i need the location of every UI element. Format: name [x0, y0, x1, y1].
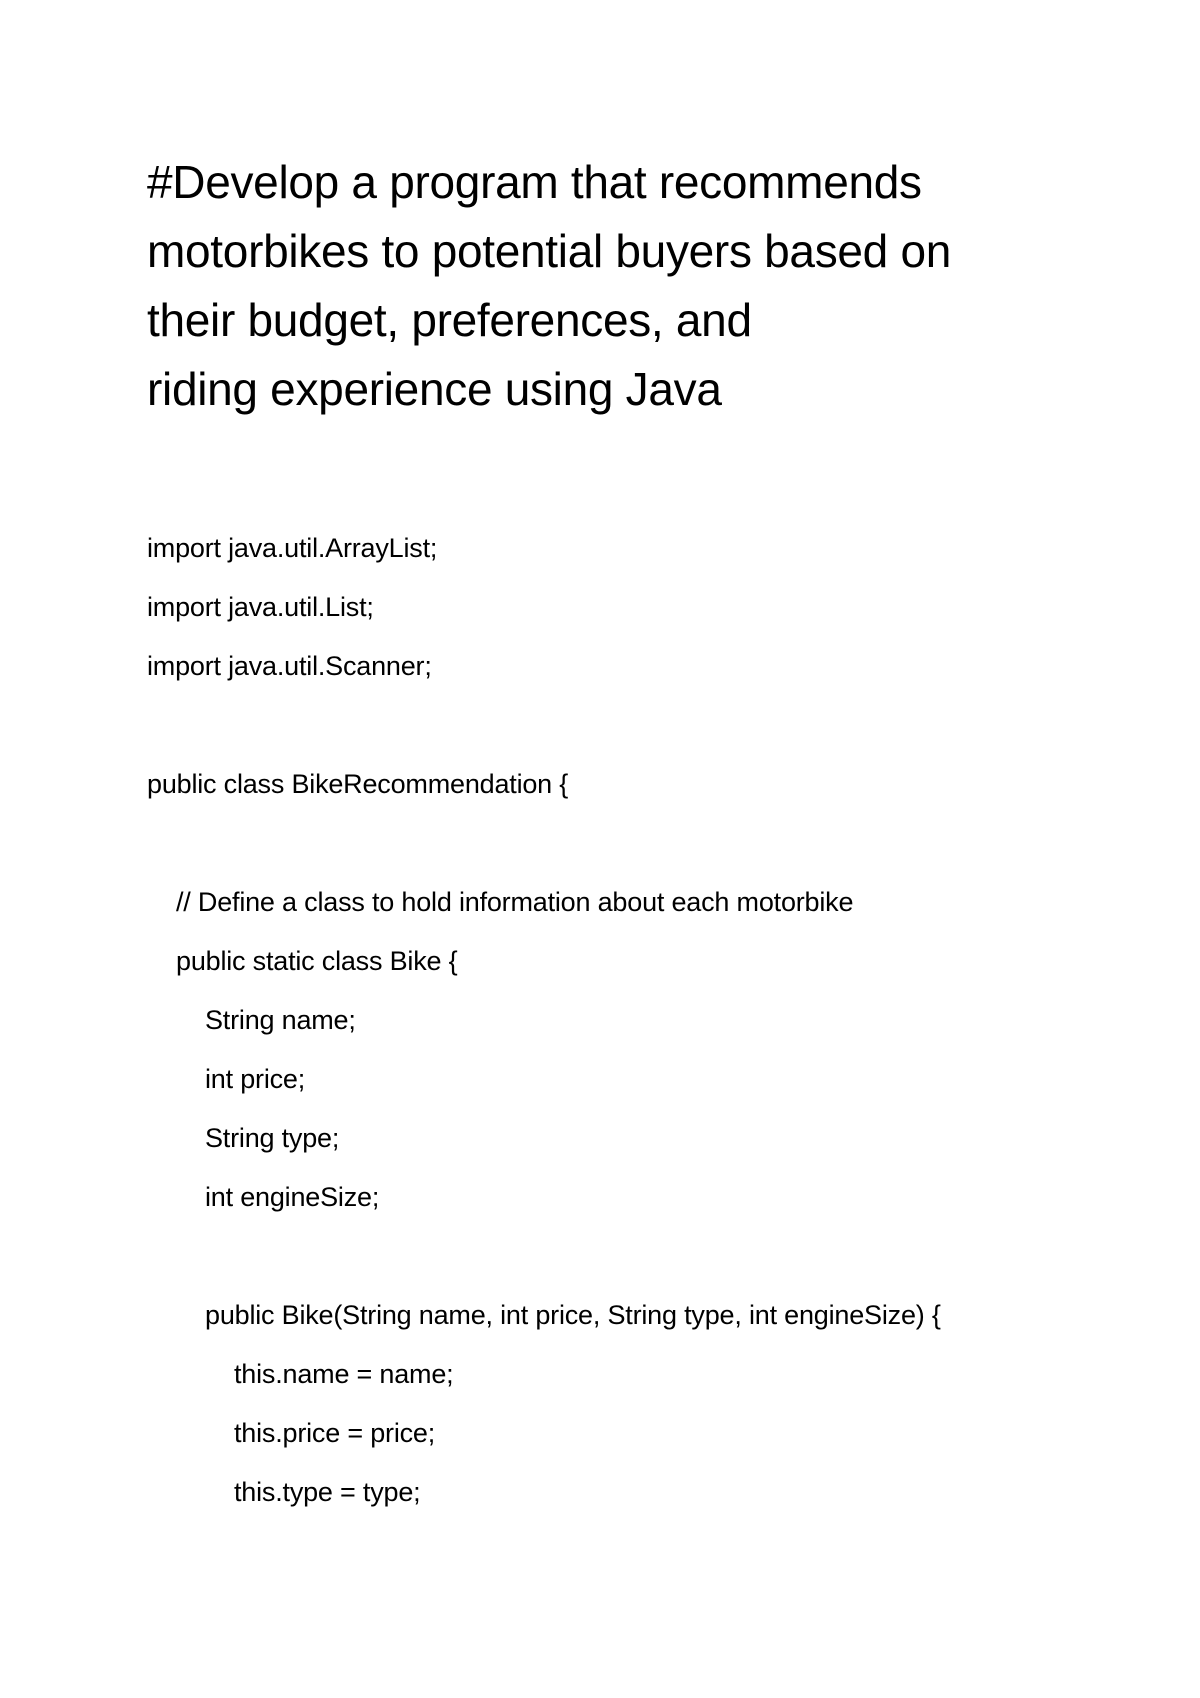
- heading-line-2: motorbikes to potential buyers based on: [147, 225, 952, 277]
- code-line-bike-class-declaration: public static class Bike {: [176, 946, 458, 976]
- code-line-constructor-declaration: public Bike(String name, int price, String type, int engineSize) {: [205, 1300, 941, 1330]
- code-line-comment: // Define a class to hold information about each motorbike: [176, 887, 854, 917]
- document-heading: [147, 148, 1107, 424]
- heading-line-1: #Develop a program that recommends: [147, 156, 922, 208]
- heading-line-3: their budget, preferences, and: [147, 294, 752, 346]
- code-line-field-price: int price;: [205, 1064, 306, 1094]
- code-line-assign-type: this.type = type;: [234, 1477, 421, 1507]
- code-line-field-name: String name;: [205, 1005, 356, 1035]
- code-line-field-engine-size: int engineSize;: [205, 1182, 380, 1212]
- code-line-import-list: import java.util.List;: [147, 592, 374, 622]
- code-line-field-type: String type;: [205, 1123, 340, 1153]
- code-line-class-declaration: public class BikeRecommendation {: [147, 769, 569, 799]
- code-line-import-scanner: import java.util.Scanner;: [147, 651, 432, 681]
- code-line-assign-price: this.price = price;: [234, 1418, 436, 1448]
- heading-line-4: riding experience using Java: [147, 363, 722, 415]
- code-line-assign-name: this.name = name;: [234, 1359, 454, 1389]
- code-line-import-arraylist: import java.util.ArrayList;: [147, 533, 438, 563]
